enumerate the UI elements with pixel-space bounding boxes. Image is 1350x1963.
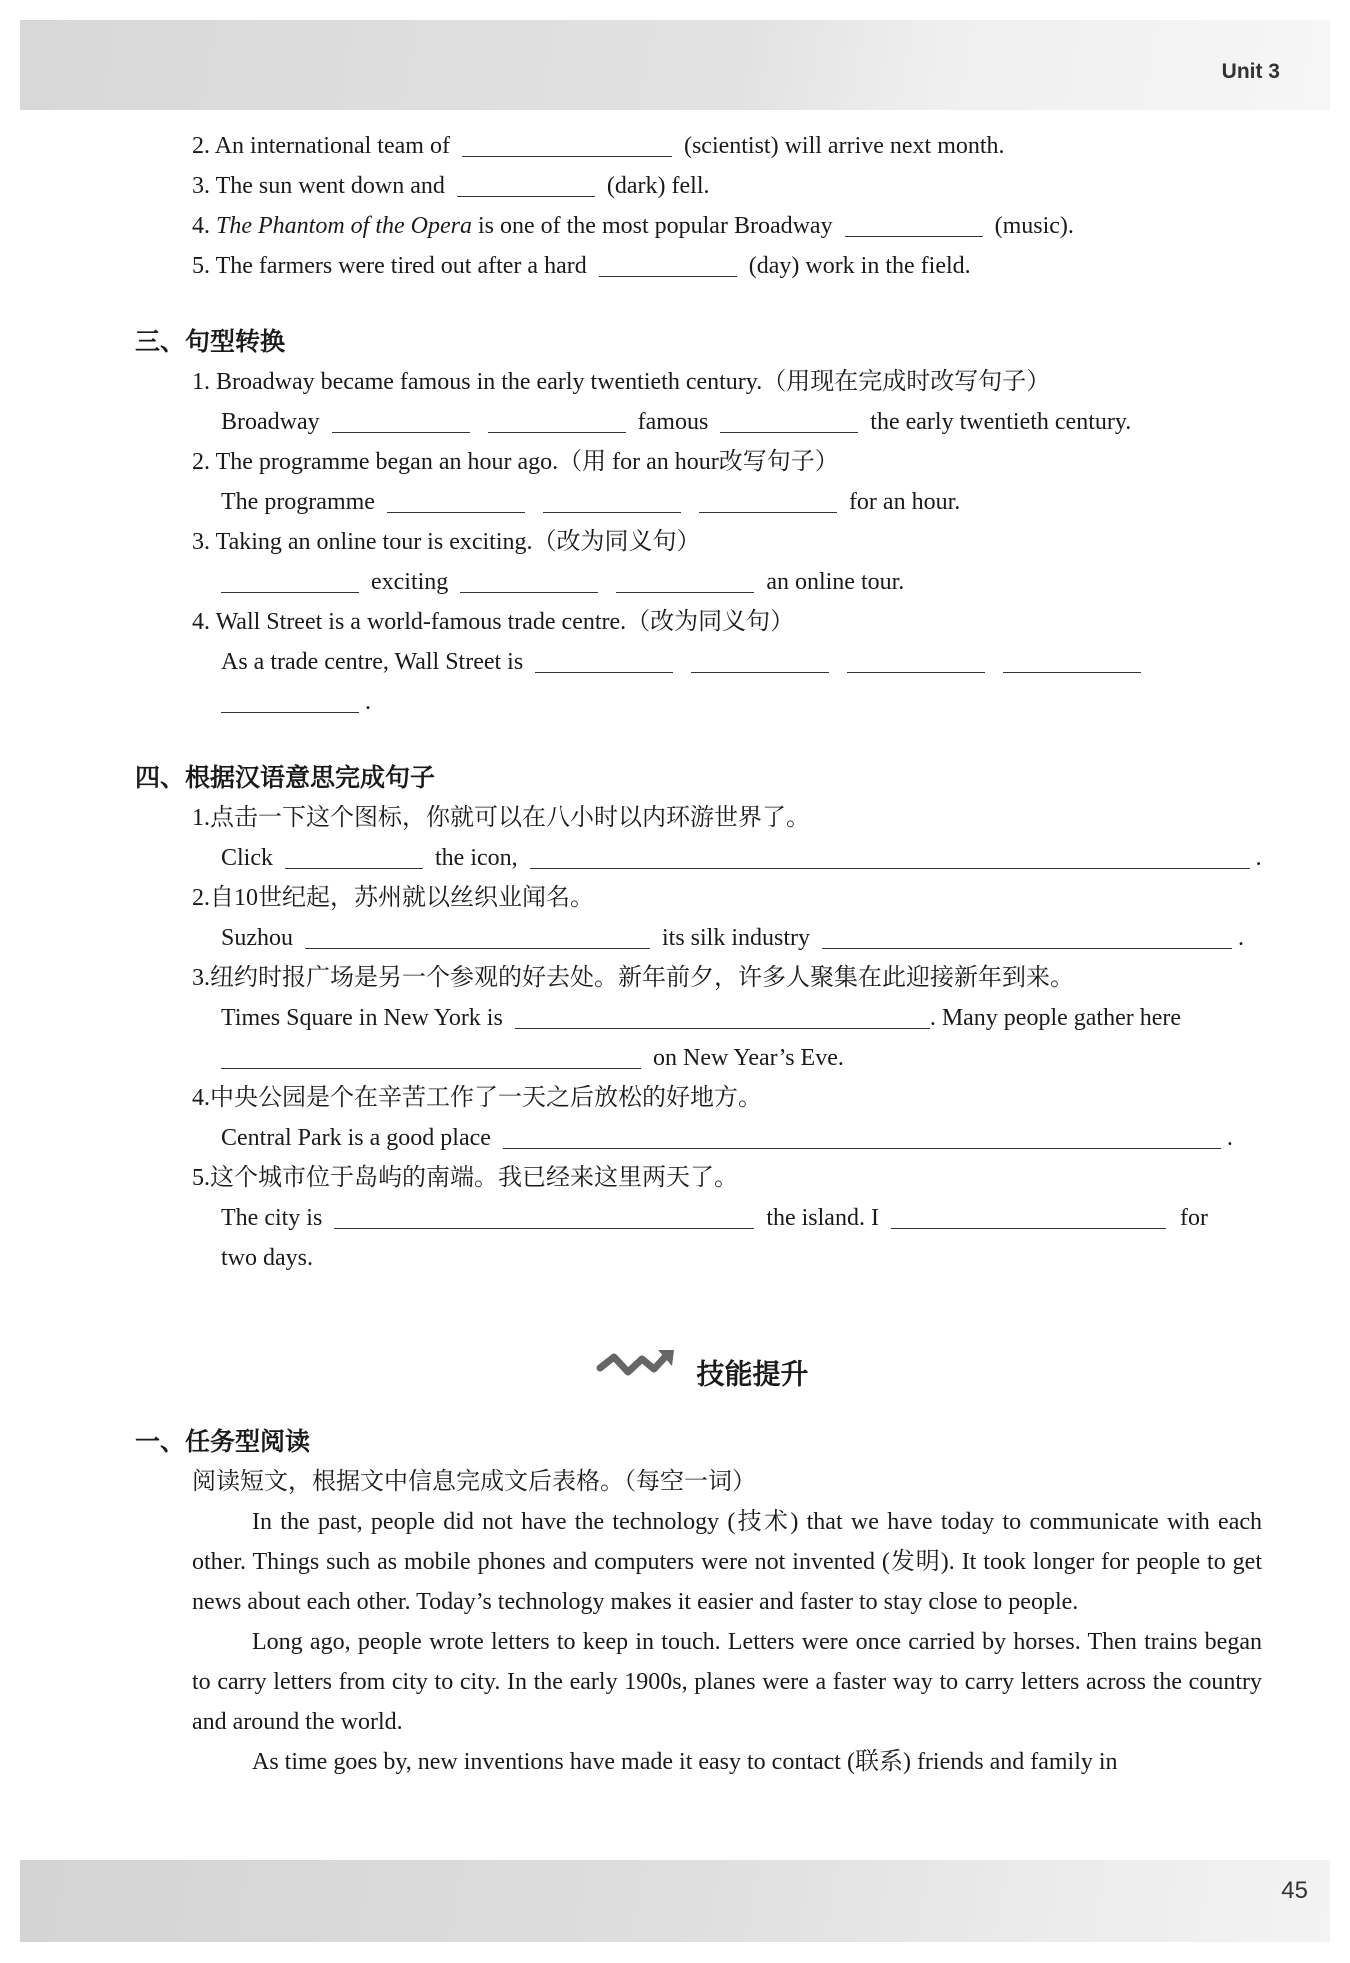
answer-prefix: As a trade centre, Wall Street is: [221, 649, 524, 675]
answer-line: [135, 482, 1270, 522]
answer-blank[interactable]: [221, 684, 359, 713]
answer-blank[interactable]: [334, 1200, 754, 1229]
item-italic-title: The Phantom of the Opera: [216, 213, 472, 239]
answer-blank[interactable]: [530, 840, 1250, 869]
answer-text: for: [1179, 1205, 1208, 1231]
item-text: The programme began an hour ago.（用 for an hour改写句子）: [215, 449, 839, 475]
answer-prefix: Central Park is a good place: [221, 1125, 491, 1151]
exercise-item: [135, 362, 1270, 402]
item-text: is one of the most popular Broadway: [477, 213, 833, 239]
answer-blank[interactable]: [691, 644, 829, 673]
item-hint: (music).: [994, 213, 1074, 239]
answer-line: [135, 998, 1270, 1038]
item-text: The sun went down and: [215, 173, 445, 199]
answer-text: . Many people gather here: [929, 1005, 1182, 1031]
item-hint: (dark) fell.: [606, 173, 710, 199]
answer-blank[interactable]: [845, 208, 983, 237]
answer-text: the island. I: [766, 1205, 879, 1231]
answer-text: the icon,: [435, 845, 518, 871]
item-chinese: 点击一下这个图标，你就可以在八小时以内环游世界了。: [210, 805, 810, 831]
answer-blank[interactable]: [599, 248, 737, 277]
exercise-item: [135, 878, 1270, 918]
item-number: 4.: [192, 1085, 210, 1111]
answer-text: two days.: [221, 1245, 313, 1271]
exercise-item: [135, 522, 1270, 562]
item-number: 5.: [192, 253, 210, 279]
item-number: 4.: [192, 609, 210, 635]
item-number: 2.: [192, 885, 210, 911]
answer-line: [135, 562, 1270, 602]
answer-end: .: [365, 689, 371, 715]
item-number: 1.: [192, 805, 210, 831]
zigzag-arrow-icon: [596, 1348, 676, 1400]
answer-blank[interactable]: [891, 1200, 1166, 1229]
answer-blank[interactable]: [1003, 644, 1141, 673]
answer-text: an online tour.: [766, 569, 905, 595]
item-number: 1.: [192, 369, 210, 395]
answer-blank[interactable]: [515, 1000, 930, 1029]
answer-blank[interactable]: [221, 564, 359, 593]
item-hint: (scientist) will arrive next month.: [683, 133, 1005, 159]
item-number: 3.: [192, 173, 210, 199]
answer-blank[interactable]: [305, 920, 650, 949]
item-number: 3.: [192, 529, 210, 555]
answer-line: [135, 1118, 1270, 1158]
answer-blank[interactable]: [387, 484, 525, 513]
answer-line: [135, 1038, 1270, 1078]
reading-paragraph: In the past, people did not have the technology (技术) that we have today to communicate with each other. Things such as mobile phones and computers were not invented (发明). It took longer for people to get news about each other. Today’s technology makes it easier and faster to stay close to people.: [192, 1509, 1262, 1616]
answer-blank[interactable]: [462, 128, 672, 157]
item-text: The farmers were tired out after a hard: [215, 253, 587, 279]
item-chinese: 中央公园是个在辛苦工作了一天之后放松的好地方。: [210, 1085, 762, 1111]
answer-text: exciting: [371, 569, 449, 595]
skills-header: [135, 1348, 1270, 1400]
exercise-item: [135, 958, 1270, 998]
exercise-item: [135, 602, 1270, 642]
answer-blank[interactable]: [503, 1120, 1221, 1149]
answer-line: [135, 838, 1270, 878]
answer-blank[interactable]: [543, 484, 681, 513]
answer-line: [135, 402, 1270, 442]
item-text: Broadway became famous in the early twentieth century.（用现在完成时改写句子）: [216, 369, 1051, 395]
answer-line: [135, 918, 1270, 958]
item-number: 2.: [192, 449, 210, 475]
item-number: 4.: [192, 213, 210, 239]
unit-label: Unit 3: [1221, 60, 1280, 83]
exercise-item: [135, 1078, 1270, 1118]
answer-blank[interactable]: [460, 564, 598, 593]
answer-prefix: Click: [221, 845, 273, 871]
answer-prefix: Suzhou: [221, 925, 293, 951]
answer-text: the early twentieth century.: [870, 409, 1132, 435]
item-number: 3.: [192, 965, 210, 991]
header-band: [20, 20, 1330, 110]
exercise-item: [135, 206, 1270, 246]
answer-blank[interactable]: [221, 1040, 641, 1069]
skills-title: 技能提升: [696, 1357, 809, 1391]
item-chinese: 自10世纪起，苏州就以丝织业闻名。: [210, 885, 594, 911]
answer-prefix: The city is: [221, 1205, 323, 1231]
answer-blank[interactable]: [847, 644, 985, 673]
reading-instruction: 阅读短文，根据文中信息完成文后表格。（每空一词）: [192, 1469, 756, 1496]
item-text: Taking an online tour is exciting.（改为同义句）: [215, 529, 701, 555]
section-title-3: 三、句型转换: [135, 327, 286, 356]
answer-end: .: [1226, 1125, 1233, 1151]
answer-line: [135, 642, 1270, 682]
item-chinese: 这个城市位于岛屿的南端。我已经来这里两天了。: [210, 1165, 738, 1191]
answer-text: famous: [637, 409, 709, 435]
answer-line: [135, 1198, 1270, 1238]
reading-paragraph: Long ago, people wrote letters to keep in touch. Letters were once carried by horses. Then trains began to carry letters from city to city. In the early 1900s, planes were a faster way to carry letters across the country and around the world.: [192, 1629, 1262, 1736]
item-text: Wall Street is a world-famous trade centre.（改为同义句）: [215, 609, 795, 635]
exercise-item: [135, 126, 1270, 166]
answer-prefix: Times Square in New York is: [221, 1005, 503, 1031]
item-text: An international team of: [214, 133, 450, 159]
exercise-item: [135, 798, 1270, 838]
answer-text: on New Year’s Eve.: [653, 1045, 844, 1071]
answer-text: for an hour.: [848, 489, 961, 515]
answer-prefix: The programme: [221, 489, 375, 515]
item-number: 5.: [192, 1165, 210, 1191]
footer-band: [20, 1860, 1330, 1942]
exercise-item: [135, 1158, 1270, 1198]
section-title-reading: 一、任务型阅读: [135, 1427, 311, 1457]
answer-end: .: [1238, 925, 1245, 951]
item-chinese: 纽约时报广场是另一个参观的好去处。新年前夕，许多人聚集在此迎接新年到来。: [210, 965, 1074, 991]
answer-blank[interactable]: [699, 484, 837, 513]
section-title-4: 四、根据汉语意思完成句子: [135, 763, 436, 792]
answer-blank[interactable]: [488, 404, 626, 433]
answer-blank[interactable]: [457, 168, 595, 197]
answer-blank[interactable]: [616, 564, 754, 593]
answer-text: its silk industry: [662, 925, 811, 951]
answer-end: .: [1255, 845, 1262, 871]
answer-prefix: Broadway: [221, 409, 320, 435]
item-hint: (day) work in the field.: [748, 253, 971, 279]
page-number: 45: [1281, 1877, 1308, 1904]
reading-paragraph: As time goes by, new inventions have made it easy to contact (联系) friends and family in: [252, 1749, 1118, 1776]
answer-blank[interactable]: [332, 404, 470, 433]
answer-blank[interactable]: [535, 644, 673, 673]
answer-blank[interactable]: [285, 840, 423, 869]
answer-line: [135, 682, 1270, 722]
answer-blank[interactable]: [720, 404, 858, 433]
page-content: [135, 126, 1270, 1782]
exercise-item: [135, 442, 1270, 482]
answer-line: [135, 1238, 1270, 1278]
exercise-item: [135, 166, 1270, 206]
answer-blank[interactable]: [822, 920, 1232, 949]
item-number: 2.: [192, 133, 210, 159]
exercise-item: [135, 246, 1270, 286]
